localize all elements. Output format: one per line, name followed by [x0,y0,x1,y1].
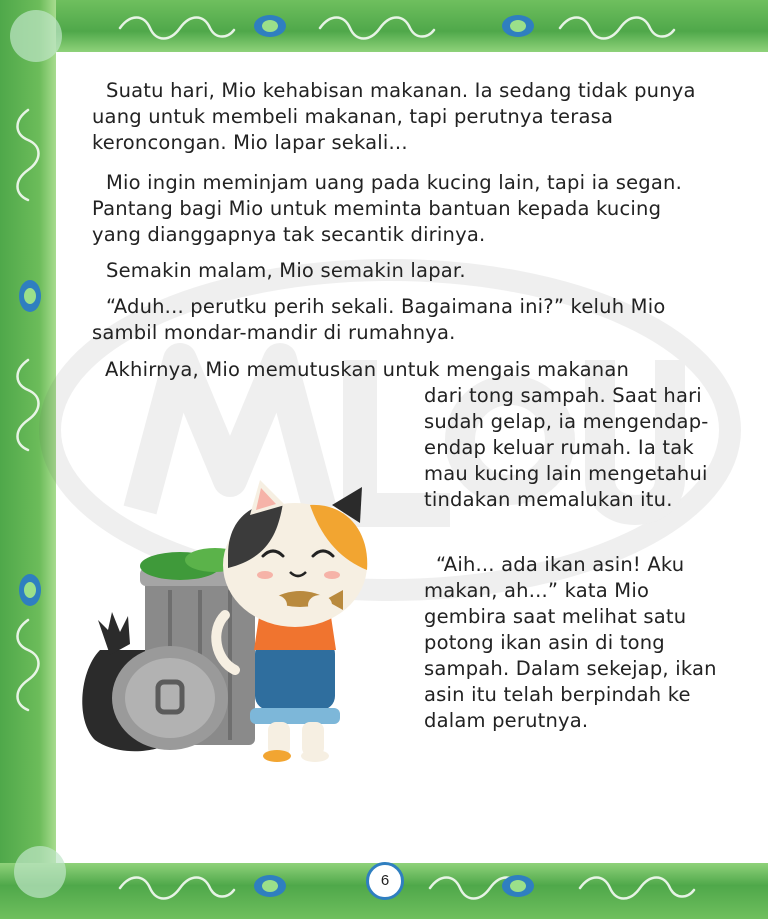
cat-trash-illustration [70,460,410,770]
paragraph-2: Mio ingin meminjam uang pada kucing lain, tapi ia segan. Pantang bagi Mio untuk meminta bantuan kepada kucing yang dianggapnya tak secantik dirinya. [92,171,682,246]
paragraph-5-continued: dari tong sampah. Saat hari sudah gelap, ia mengendap-endap keluar rumah. Ia tak mau kucing lain mengetahui tindakan memalukan itu. [424,384,709,511]
paragraph-4: “Aduh... perutku perih sekali. Bagaimana ini?” keluh Mio sambil mondar-mandir di rumahnya. [92,295,666,344]
paragraph-3: Semakin malam, Mio semakin lapar. [106,259,466,282]
paragraph-6: “Aih... ada ikan asin! Aku makan, ah...” kata Mio gembira saat melihat satu potong ikan asin di tong sampah. Dalam sekejap, ikan asin itu telah berpindah ke dalam perutnya. [424,553,717,732]
paragraph-5-first-line: Akhirnya, Mio memutuskan untuk mengais makanan [105,358,630,381]
paragraph-1: Suatu hari, Mio kehabisan makanan. Ia sedang tidak punya uang untuk membeli makanan, tapi perutnya terasa keroncongan. Mio lapar sekali... [92,79,696,154]
page-number: 6 [366,862,404,900]
